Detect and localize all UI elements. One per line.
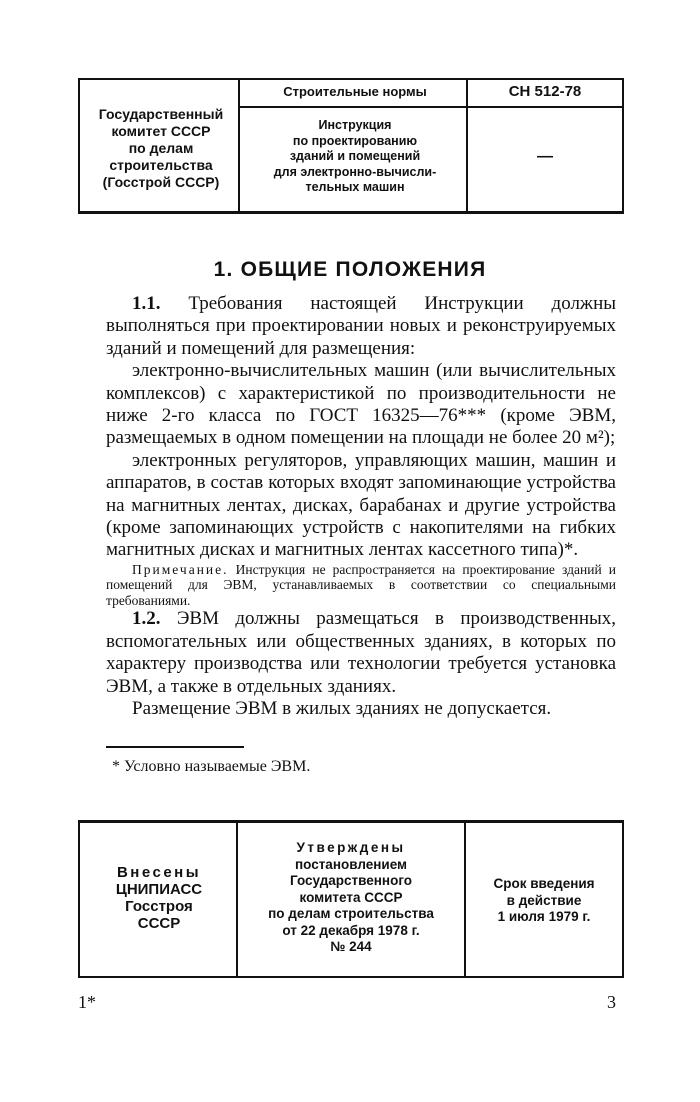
approved-line: постановлением xyxy=(294,856,408,872)
doc-title-line: тельных машин xyxy=(305,180,405,194)
effective-line: в действие xyxy=(506,892,582,908)
paragraph-residential: Размещение ЭВМ в жилых зданиях не допускается. xyxy=(132,698,552,719)
note xyxy=(106,562,616,609)
table-border-left xyxy=(78,78,80,214)
table-divider xyxy=(236,820,238,978)
page-number: 3 xyxy=(607,992,616,1012)
effective-line: Срок введения xyxy=(493,876,595,891)
table-divider xyxy=(466,78,468,214)
document-title xyxy=(244,118,466,196)
document-body xyxy=(106,293,616,720)
approved-line: от 22 декабря 1978 г. xyxy=(282,922,420,938)
org-line: Государственный xyxy=(98,106,224,122)
approved-line: № 244 xyxy=(330,939,372,954)
table-border-left xyxy=(78,820,80,978)
introduced-line: Госстроя xyxy=(125,898,193,915)
table-border-bottom xyxy=(78,976,624,978)
table-border-top xyxy=(78,78,624,80)
document-type: Строительные нормы xyxy=(283,84,427,99)
replaces-dash: — xyxy=(537,148,553,165)
table-border-right xyxy=(622,820,624,978)
introduced-line: ЦНИПИАСС xyxy=(115,881,203,898)
table-border-right xyxy=(622,78,624,214)
note-text: Инструкция не распространяется на проектирование зданий и помещений для ЭВМ, устанавливаемых в соответствии со специальными требованиями. xyxy=(106,561,617,608)
table-border-top xyxy=(78,820,624,823)
signature-mark: 1* xyxy=(78,992,96,1012)
table-divider xyxy=(464,820,466,978)
table-divider xyxy=(238,78,240,214)
note-label: Примечание. xyxy=(132,561,229,577)
approval-table xyxy=(78,820,624,978)
org-line: по делам xyxy=(128,140,194,156)
introduced-by xyxy=(84,864,234,932)
effective-date xyxy=(468,876,620,926)
clause-number: 1.1. xyxy=(132,293,161,314)
paragraph-text: ЭВМ должны размещаться в производственных, вспомогательных или общественных зданиях, в которых по характеру производства или технологии требуется установка ЭВМ, а также в отдельных зданиях. xyxy=(106,608,617,697)
org-line: (Госстрой СССР) xyxy=(102,174,220,190)
footnote: * Условно называемые ЭВМ. xyxy=(112,758,311,775)
clause-number: 1.2. xyxy=(132,608,161,630)
doc-title-line: для электронно-вычисли- xyxy=(273,164,437,179)
paragraph-1-2 xyxy=(106,608,616,698)
approved-label: Утверждены xyxy=(296,840,406,855)
table-border-bottom xyxy=(78,211,624,214)
document-code: СН 512-78 xyxy=(508,83,582,100)
approved-line: комитета СССР xyxy=(299,889,403,905)
section-title: 1. ОБЩИЕ ПОЛОЖЕНИЯ xyxy=(213,258,487,281)
introduced-label: Внесены xyxy=(116,864,202,881)
org-line: комитет СССР xyxy=(111,123,211,139)
org-line: строительства xyxy=(109,157,213,173)
approved-by xyxy=(240,840,462,956)
doc-title-line: Инструкция xyxy=(318,118,392,132)
footnote-rule xyxy=(106,746,244,748)
issuing-organization xyxy=(84,106,238,191)
approved-line: по делам строительства xyxy=(268,906,434,921)
doc-title-line: по проектированию xyxy=(292,133,418,148)
effective-line: 1 июля 1979 г. xyxy=(497,909,591,924)
doc-title-line: зданий и помещений xyxy=(289,149,421,163)
paragraph-item-computers: электронно-вычислительных машин (или вычислительных комплексов) с характеристикой по производительности не ниже 2-го класса по ГОСТ 16325—76*** (кроме ЭВМ, размещаемых в одном помещении на площади не более 20 м²); xyxy=(106,360,616,449)
paragraph-1-1 xyxy=(106,293,616,360)
paragraph-item-regulators: электронных регуляторов, управляющих машин, машин и аппаратов, в состав которых входят запоминающие устройства на магнитных лентах, дисках, барабанах и другие устройства (кроме запоминающих устройств с накопителями на гибких магнитных дисках и магнитных лентах кассетного типа)*. xyxy=(106,449,616,561)
header-table xyxy=(78,78,624,214)
approved-line: Государственного xyxy=(289,873,413,888)
paragraph-text: Требования настоящей Инструкции должны выполняться при проектировании новых и реконструируемых зданий и помещений для размещения: xyxy=(106,293,616,359)
table-row-divider xyxy=(238,106,624,108)
introduced-line: СССР xyxy=(137,915,181,932)
